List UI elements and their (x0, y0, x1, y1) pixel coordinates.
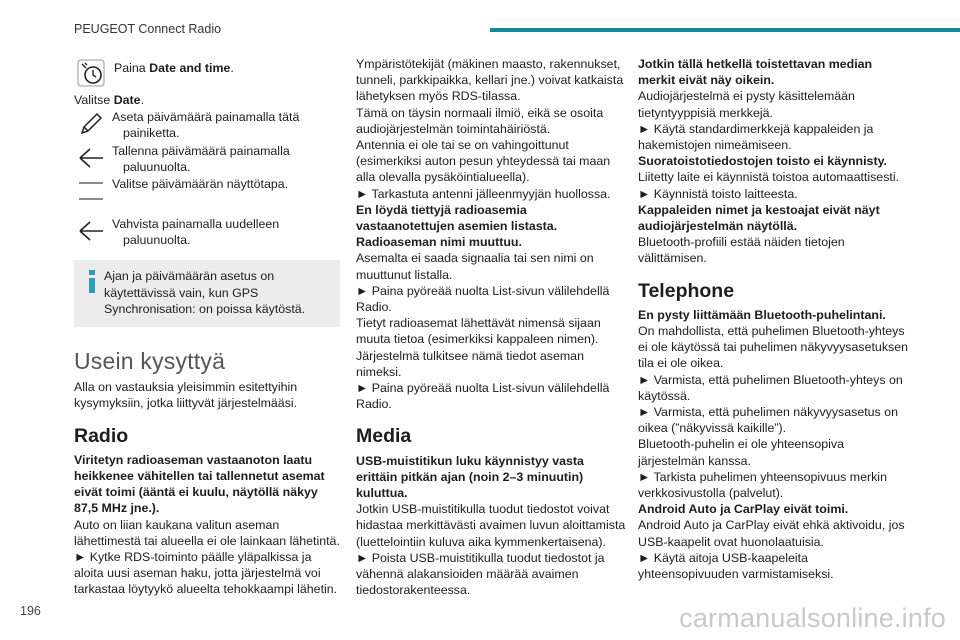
question: Radioaseman nimi muuttuu. (356, 235, 522, 250)
paragraph: Antennia ei ole tai se on vahingoittunut (esimerkiksi auton pesun yhteydessä tai maan alla olevalla pysäköintialueella). (356, 138, 611, 185)
paragraph: Liitetty laite ei käynnistä toistoa automaattisesti. (638, 170, 900, 185)
action-line: ► Paina pyöreää nuolta List-sivun välilehdellä Radio. (356, 381, 610, 412)
radio-action: ► Kytke RDS-toiminto päälle yläpalkissa ja aloita uusi aseman haku, jotta järjestelmä voi tarkastaa löytyykö alueelta tehokkaampi lähetin. (74, 550, 338, 597)
paragraph: Bluetooth-puhelin ei ole yhteensopiva järjestelmän kanssa. (638, 437, 844, 468)
action-line: ► Käytä aitoja USB-kaapeleita yhteensopivuuden varmistamiseksi. (638, 550, 834, 582)
paragraph: Asemalta ei saada signaalia tai sen nimi on muuttunut listalla. (356, 251, 594, 282)
question: USB-muistitikun luku käynnistyy vasta erittäin pitkän ajan (noin 2–3 minuutin) kuluttua. (356, 453, 584, 501)
paragraph: Bluetooth-profiili estää näiden tietojen välittämisen. (638, 235, 845, 266)
action-line: ► Tarkastuta antenni jälleenmyyjän huollossa. (356, 186, 611, 201)
question: Suoratoistotiedostojen toisto ei käynnisty. (638, 154, 887, 169)
step-confirm (74, 216, 340, 248)
question: Jotkin tällä hetkellä toistettavan median merkit eivät näy oikein. (638, 57, 873, 88)
step-text: Tallenna päivämäärä painamalla paluunuolta. (112, 143, 290, 174)
step-display-format (74, 176, 340, 206)
running-header: PEUGEOT Connect Radio (74, 22, 222, 36)
pencil-icon (74, 109, 108, 139)
paragraph: Audiojärjestelmä ei pysty käsittelemään tietyntyyppisiä merkkejä. (638, 89, 855, 120)
action-line: ► Poista USB-muistitikulla tuodut tiedostot ja vähennä alakansioiden määrää avaimen tiedostorakenteessa. (356, 550, 605, 598)
question: Kappaleiden nimet ja kestoajat eivät näyt audiojärjestelmän näytöllä. (638, 202, 880, 234)
column-3 (638, 56, 912, 582)
question: En pysty liittämään Bluetooth-puhelintani. (638, 307, 886, 322)
action-line: ► Käynnistä toisto laitteesta. (638, 186, 798, 201)
faq-heading: Usein kysyttyä (74, 348, 226, 375)
radio-answer: Auto on liian kaukana valitun aseman lähettimestä tai alueella ei ole lainkaan lähetintä. (74, 517, 340, 548)
info-note (74, 260, 340, 327)
radio-question: Viritetyn radioaseman vastaanoton laatu heikkenee vähitellen tai tallennetut asemat eivät toimi (ääntä ei kuulu, näytöllä näkyy 87,5 MHz jne.). (74, 452, 325, 516)
step-set-date (74, 109, 340, 141)
step-save-date (74, 143, 340, 175)
faq-intro: Alla on vastauksia yleisimmin esitettyihin kysymyksiin, jotka liittyvät järjestelmääsi. (74, 380, 298, 411)
action-line: ► Varmista, että puhelimen Bluetooth-yhteys on käytössä. (638, 372, 903, 403)
note-text: Ajan ja päivämäärän asetus on käytettävissä vain, kun GPS Synchronisation: on poissa käytöstä. (104, 269, 306, 316)
step-text: Aseta päivämäärä painamalla tätä painiketta. (112, 110, 300, 141)
paragraph: Jotkin USB-muistitikulla tuodut tiedostot voivat hidastaa merkittävästi avaimen luvun aloittamista (luettelointiin kuluva aika kymmenkertaisena). (356, 502, 626, 549)
action-line: ► Käytä standardimerkkejä kappaleiden ja hakemistojen nimeämiseen. (638, 121, 874, 153)
radio-heading: Radio (74, 424, 129, 447)
watermark: carmanualsonline.info (679, 603, 946, 633)
header-accent-bar (490, 28, 960, 32)
step-text: Valitse päivämäärän näyttötapa. (112, 177, 289, 192)
date-time-step (74, 56, 340, 90)
action-line: ► Tarkista puhelimen yhteensopivuus merkin verkkosivustolla (palvelut). (638, 469, 887, 501)
back-arrow-icon (74, 216, 108, 246)
action-line: ► Varmista, että puhelimen näkyvyysasetus on oikea (”näkyvissä kaikille”). (638, 405, 898, 436)
paragraph: Tietyt radioasemat lähettävät nimensä sijaan muuta tietoa (esimerkiksi kappaleen nimen). Järjestelmä tulkitsee nämä tiedot aseman nimeksi. (356, 316, 601, 379)
media-heading: Media (356, 425, 412, 448)
clock-settings-icon (74, 56, 108, 90)
action-line: ► Paina pyöreää nuolta List-sivun välilehdellä Radio. (356, 283, 610, 315)
question: Android Auto ja CarPlay eivät toimi. (638, 502, 849, 517)
date-time-instruction: Paina Date and time. (114, 61, 234, 75)
page-number: 196 (20, 604, 41, 618)
question: En löydä tiettyjä radioasemia vastaanotettujen asemien listasta. (356, 202, 558, 234)
column-2 (356, 56, 626, 599)
select-date-line: Valitse Date. (74, 93, 145, 107)
info-icon (88, 270, 96, 298)
column-1 (74, 56, 340, 598)
telephone-heading: Telephone (638, 279, 735, 302)
paragraph: On mahdollista, että puhelimen Bluetooth-yhteys ei ole käytössä tai puhelimen näkyvyysasetuksen tila ei ole oikea. (638, 324, 908, 371)
step-text: Vahvista painamalla uudelleen paluunuolta. (112, 217, 280, 248)
back-arrow-icon (74, 143, 108, 173)
paragraph: Android Auto ja CarPlay eivät ehkä aktivoidu, jos USB-kaapelit ovat huonolaatuisia. (638, 518, 905, 549)
paragraph: Ympäristötekijät (mäkinen maasto, rakennukset, tunneli, parkkipaikka, kellari jne.) voivat katkaista lähetyksen myös RDS-tilassa. (356, 57, 624, 104)
display-format-icon (74, 176, 108, 206)
paragraph: Tämä on täysin normaali ilmiö, eikä se osoita audiojärjestelmän toimintahäiriöstä. (356, 105, 604, 136)
